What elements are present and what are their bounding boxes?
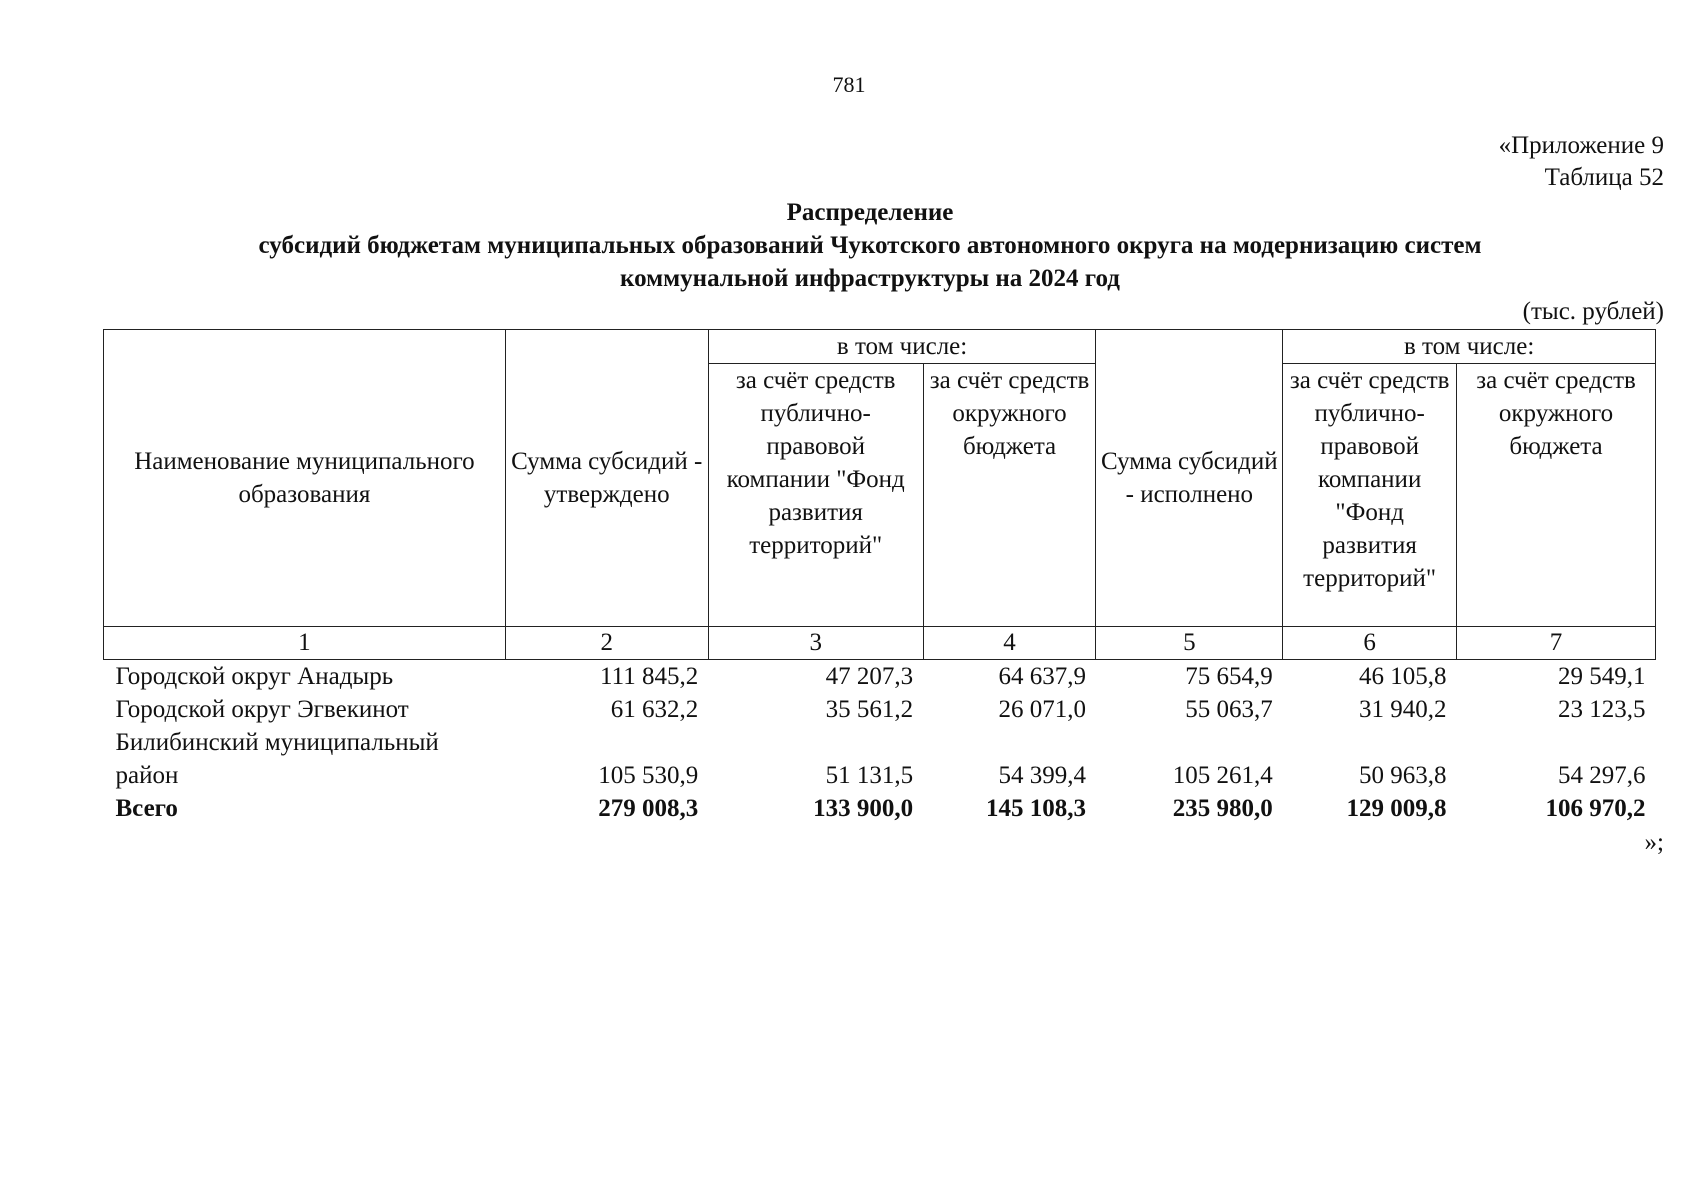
total-executed-sum: 235 980,0 xyxy=(1172,795,1273,822)
column-number-5: 5 xyxy=(1096,627,1283,660)
appendix-label: «Приложение 9 xyxy=(1498,132,1664,159)
page-number: 781 xyxy=(832,72,866,97)
total-approved-sum: 279 008,3 xyxy=(598,795,699,822)
appendix-reference xyxy=(1499,130,1664,194)
fund-executed: 46 105,8 xyxy=(1359,663,1447,690)
municipality-name-line-1: Билибинский муниципальный xyxy=(115,729,439,756)
column-number-1: 1 xyxy=(104,627,506,660)
column-number-6: 6 xyxy=(1283,627,1457,660)
total-district-approved: 145 108,3 xyxy=(985,795,1086,822)
header-including-approved: в том числе: xyxy=(708,330,1096,364)
column-number-3: 3 xyxy=(708,627,923,660)
executed-sum: 55 063,7 xyxy=(1185,696,1273,723)
closing-quote-mark: »; xyxy=(1644,829,1664,856)
district-executed: 54 297,6 xyxy=(1558,762,1646,789)
district-approved: 26 071,0 xyxy=(998,696,1086,723)
approved-sum: 105 530,9 xyxy=(598,762,699,789)
executed-sum: 75 654,9 xyxy=(1185,663,1273,690)
table-row xyxy=(104,660,1656,694)
total-fund-executed: 129 009,8 xyxy=(1346,795,1447,822)
fund-approved: 47 207,3 xyxy=(825,663,914,690)
fund-executed: 50 963,8 xyxy=(1359,762,1447,789)
district-approved: 54 399,4 xyxy=(998,762,1086,789)
header-district-executed: за счёт средств окружного бюджета xyxy=(1457,364,1656,627)
header-district-approved: за счёт средств окружного бюджета xyxy=(923,364,1096,627)
approved-sum: 61 632,2 xyxy=(610,696,699,723)
executed-sum: 105 261,4 xyxy=(1172,762,1273,789)
column-number-4: 4 xyxy=(923,627,1096,660)
fund-approved: 51 131,5 xyxy=(825,762,914,789)
units-label: (тыс. рублей) xyxy=(1522,298,1664,325)
title-line-2: субсидий бюджетам муниципальных образований Чукотского автономного округа на модернизацию систем xyxy=(258,232,1482,259)
subsidy-table xyxy=(103,329,1656,825)
title-line-1: Распределение xyxy=(786,199,954,226)
column-number-7: 7 xyxy=(1457,627,1656,660)
document-title xyxy=(150,196,1590,295)
district-approved: 64 637,9 xyxy=(998,663,1086,690)
header-approved-sum: Сумма субсидий - утверждено xyxy=(505,330,708,627)
fund-approved: 35 561,2 xyxy=(825,696,914,723)
header-fund-approved: за счёт средств публично-правовой компании "Фонд развития территорий" xyxy=(708,364,923,627)
municipality-name: Городской округ Эгвекинот xyxy=(115,696,409,723)
district-executed: 23 123,5 xyxy=(1558,696,1646,723)
header-fund-executed: за счёт средств публично-правовой компании "Фонд развития территорий" xyxy=(1283,364,1457,627)
header-including-executed: в том числе: xyxy=(1283,330,1656,364)
approved-sum: 111 845,2 xyxy=(600,663,699,690)
column-number-2: 2 xyxy=(505,627,708,660)
total-fund-approved: 133 900,0 xyxy=(813,795,914,822)
header-municipality-name: Наименование муниципального образования xyxy=(104,330,506,627)
table-row xyxy=(104,726,1656,792)
fund-executed: 31 940,2 xyxy=(1359,696,1447,723)
total-district-executed: 106 970,2 xyxy=(1545,795,1646,822)
municipality-name-line-2: район xyxy=(115,762,179,789)
title-line-3: коммунальной инфраструктуры на 2024 год xyxy=(620,265,1120,292)
district-executed: 29 549,1 xyxy=(1558,663,1646,690)
municipality-name: Городской округ Анадырь xyxy=(115,663,394,690)
total-label: Всего xyxy=(115,795,178,822)
header-executed-sum: Сумма субсидий - исполнено xyxy=(1096,330,1283,627)
total-row xyxy=(104,792,1656,825)
municipality-name xyxy=(104,726,506,792)
table-row xyxy=(104,693,1656,726)
table-label: Таблица 52 xyxy=(1544,164,1664,191)
